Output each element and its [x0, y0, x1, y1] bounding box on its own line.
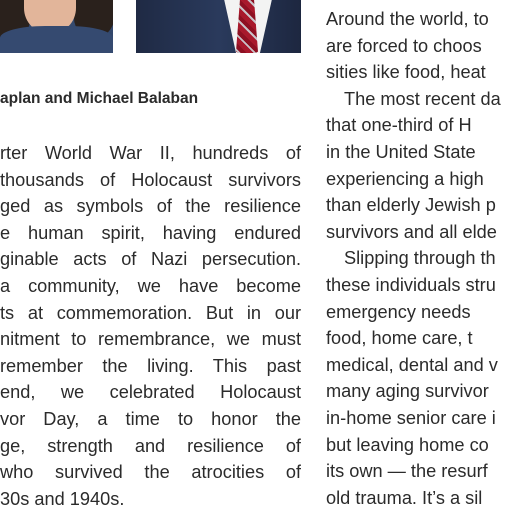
photo-jacket — [136, 0, 301, 53]
text-line: Around the world, to — [326, 9, 489, 29]
text-line: The most recent da — [344, 88, 501, 109]
text-line: thousands of Holocaust survivors — [0, 169, 301, 190]
text-line: sities like food, heat — [326, 62, 486, 83]
text-line: vor Day, a time to honor the — [0, 408, 301, 429]
text-line: emergency needs — [326, 301, 471, 322]
text-line: its own — the resurf — [326, 461, 488, 482]
text-line: experiencing a high — [326, 168, 484, 189]
text-line: than elderly Jewish p — [326, 195, 496, 216]
text-line: 30s and 1940s. — [0, 488, 125, 509]
text-line: survivors and all elde — [326, 221, 497, 242]
text-line: rter World War II, hundreds of — [0, 143, 301, 163]
text-line: nitment to remembrance, we must — [0, 329, 301, 350]
text-line: many aging survivor — [326, 381, 489, 402]
text-line: are forced to choos — [326, 35, 482, 56]
text-line: medical, dental and v — [326, 354, 498, 375]
text-line: who survived the atrocities of — [0, 462, 301, 483]
text-line: Slipping through th — [344, 248, 496, 269]
text-line: in the United State — [326, 141, 476, 162]
text-line: these individuals stru — [326, 274, 496, 295]
article-column-left — [0, 140, 301, 512]
text-line: that one-third of H — [326, 115, 472, 136]
text-line: end, we celebrated Holocaust — [0, 382, 301, 403]
text-line: ginable acts of Nazi persecution. — [0, 249, 301, 270]
byline: aplan and Michael Balaban — [0, 90, 199, 107]
text-line: ged as symbols of the resilience — [0, 196, 301, 217]
text-line: e human spirit, having endured — [0, 222, 301, 243]
text-line: remember the living. This past — [0, 355, 301, 376]
article-column-right — [326, 6, 512, 511]
text-line: ts at commemoration. But in our — [0, 302, 301, 323]
text-line: in-home senior care i — [326, 407, 496, 428]
text-line: old trauma. It’s a sil — [326, 487, 483, 508]
text-line: food, home care, t — [326, 328, 473, 349]
text-line: but leaving home co — [326, 434, 489, 455]
text-line: ge, strength and resilience of — [0, 435, 301, 456]
photo-clothing — [0, 26, 113, 53]
author-photo-left — [0, 0, 113, 53]
text-line: a community, we have become — [0, 275, 301, 296]
author-photo-right — [136, 0, 301, 53]
